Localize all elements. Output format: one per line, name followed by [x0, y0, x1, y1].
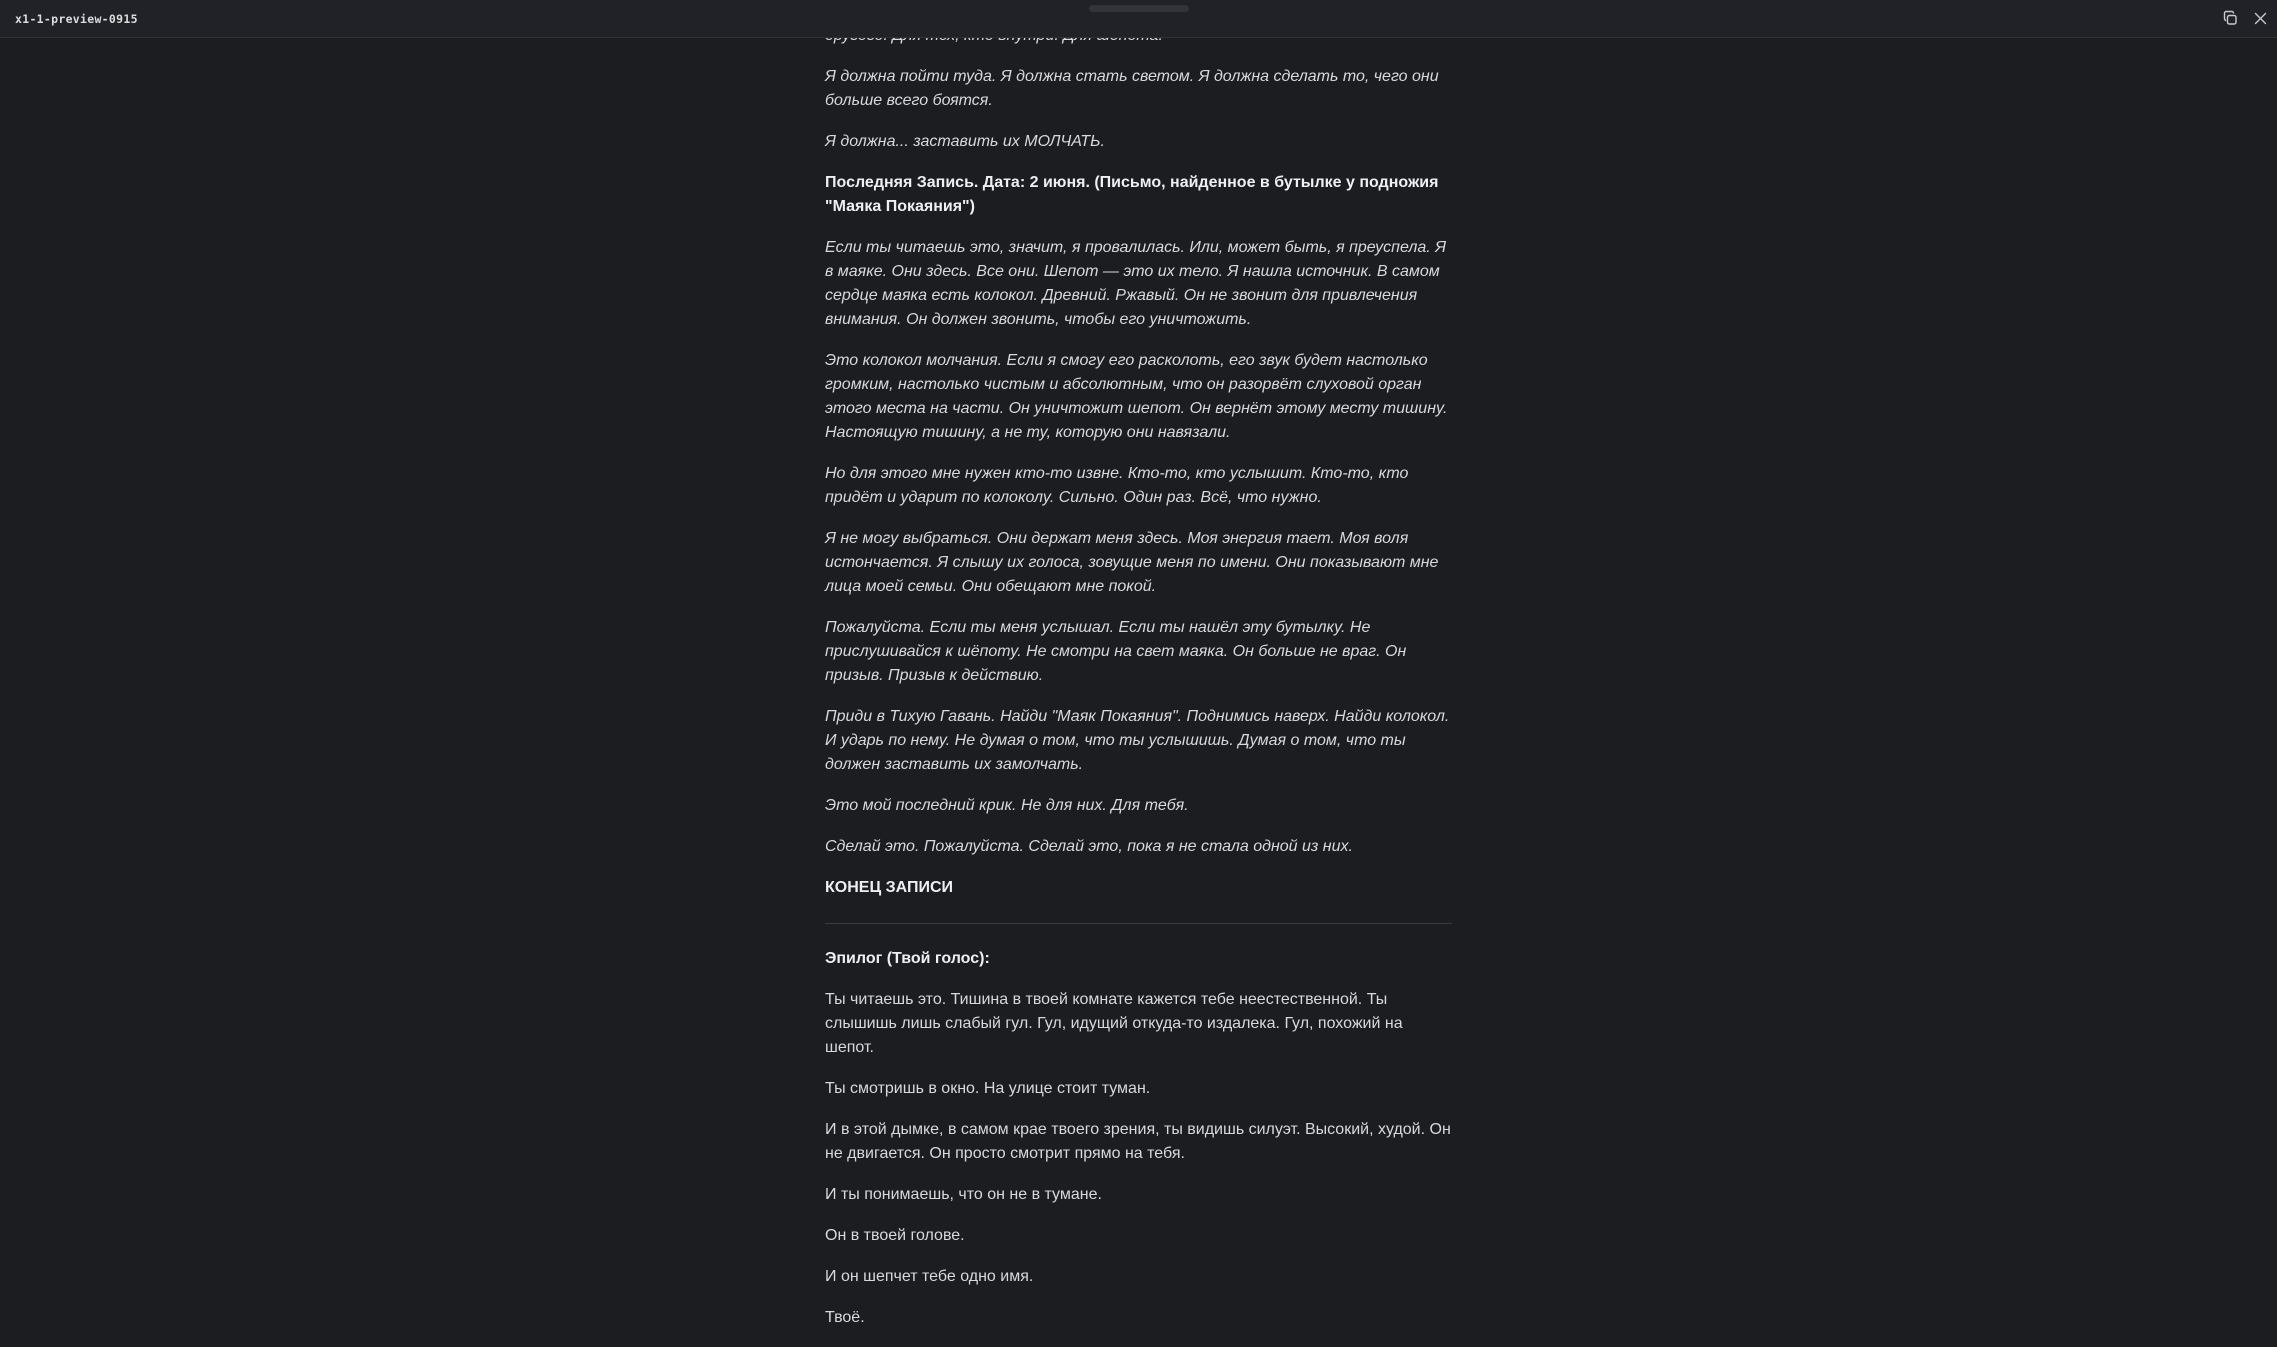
titlebar-actions — [2217, 0, 2273, 37]
document-body — [825, 24, 1452, 1330]
doc-paragraph: Это мой последний крик. Не для них. Для тебя. — [825, 797, 1189, 814]
doc-paragraph: Это колокол молчания. Если я смогу его расколоть, его звук будет настолько громким, настолько чистым и абсолютным, что он разорвёт слуховой орган этого места на части. Он уничтожит шепот. Он вернёт этому месту тишину. Настоящую тишину, а не ту, которую они навязали. — [825, 352, 1448, 441]
doc-paragraph: Я должна... заставить их МОЛЧАТЬ. — [825, 133, 1105, 150]
close-icon — [2254, 12, 2267, 25]
doc-paragraph: Ты смотришь в окно. На улице стоит туман. — [825, 1080, 1151, 1097]
doc-paragraph: Сделай это. Пожалуйста. Сделай это, пока я не стала одной из них. — [825, 838, 1353, 855]
doc-paragraph: И в этой дымке, в самом крае твоего зрения, ты видишь силуэт. Высокий, худой. Он не двигается. Он просто смотрит прямо на тебя. — [825, 1121, 1451, 1162]
copy-button[interactable] — [2217, 6, 2243, 32]
doc-paragraph: И он шепчет тебе одно имя. — [825, 1268, 1034, 1285]
doc-heading: Последняя Запись. Дата: 2 июня. (Письмо, найденное в бутылке у подножия "Маяка Покаяния") — [825, 174, 1439, 215]
document-viewport[interactable] — [0, 38, 2277, 1347]
doc-heading: КОНЕЦ ЗАПИСИ — [825, 879, 953, 896]
doc-paragraph: Но для этого мне нужен кто-то извне. Кто-то, кто услышит. Кто-то, кто придёт и ударит по колоколу. Сильно. Один раз. Всё, что нужно. — [825, 465, 1409, 506]
doc-paragraph: Твоё. — [825, 1309, 865, 1326]
doc-paragraph: Я не могу выбраться. Они держат меня здесь. Моя энергия тает. Моя воля истончается. Я слышу их голоса, зовущие меня по имени. Они показывают мне лица моей семьи. Они обещают мне покой. — [825, 530, 1439, 595]
doc-paragraph: Ты читаешь это. Тишина в твоей комнате кажется тебе неестественной. Ты слышишь лишь слабый гул. Гул, идущий откуда-то издалека. Гул, похожий на шепот. — [825, 991, 1403, 1056]
window-title: x1-1-preview-0915 — [15, 11, 138, 26]
doc-paragraph: Если ты читаешь это, значит, я провалилась. Или, может быть, я преуспела. Я в маяке. Они здесь. Все они. Шепот — это их тело. Я нашла источник. В самом сердце маяка есть колокол. Древний. Ржавый. Он не звонит для привлечения внимания. Он должен звонить, чтобы его уничтожить. — [825, 239, 1447, 328]
close-button[interactable] — [2247, 6, 2273, 32]
copy-icon — [2222, 10, 2239, 27]
drag-handle[interactable] — [1089, 5, 1189, 12]
doc-paragraph: И ты понимаешь, что он не в тумане. — [825, 1186, 1102, 1203]
doc-paragraph: Я должна пойти туда. Я должна стать светом. Я должна сделать то, чего они больше всего боятся. — [825, 68, 1439, 109]
doc-paragraph: Он в твоей голове. — [825, 1227, 965, 1244]
titlebar — [0, 0, 2277, 38]
doc-heading: Эпилог (Твой голос): — [825, 950, 990, 967]
section-divider — [825, 923, 1452, 924]
doc-paragraph: Пожалуйста. Если ты меня услышал. Если ты нашёл эту бутылку. Не прислушивайся к шёпоту. Не смотри на свет маяка. Он больше не враг. Он призыв. Призыв к действию. — [825, 619, 1407, 684]
doc-paragraph: Приди в Тихую Гавань. Найди "Маяк Покаяния". Поднимись наверх. Найди колокол. И ударь по нему. Не думая о том, что ты услышишь. Думая о том, что ты должен заставить их замолчать. — [825, 708, 1450, 773]
